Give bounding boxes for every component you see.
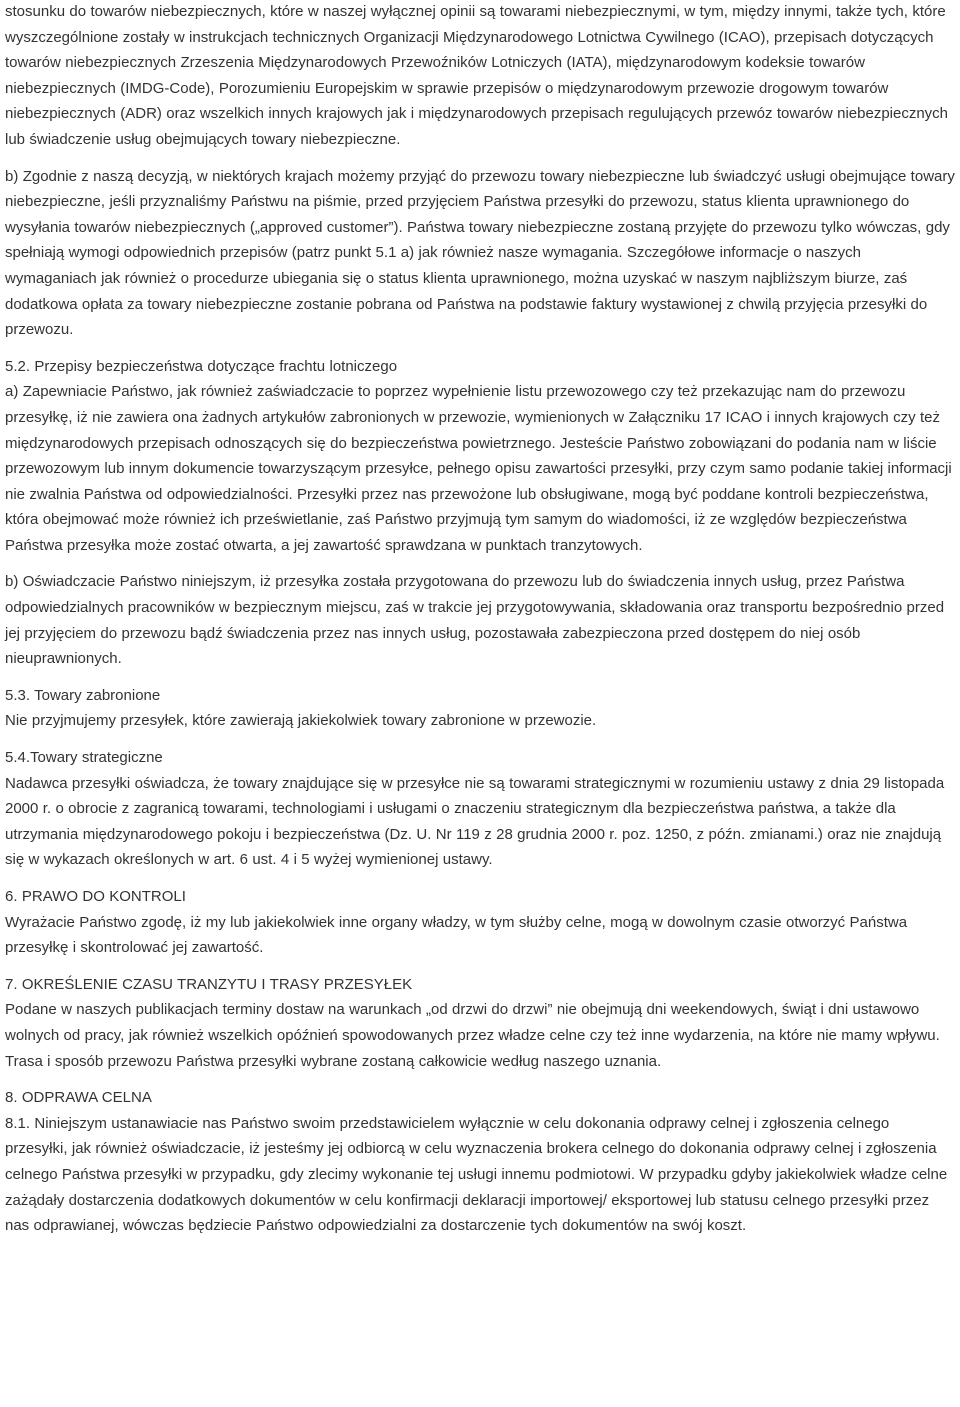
- section-5-4: [5, 745, 955, 873]
- section-heading-5-4: 5.4.Towary strategiczne: [5, 749, 163, 767]
- section-5-3: [5, 683, 955, 734]
- paragraph-security-b: b) Oświadczacie Państwo niniejszym, iż przesyłka została przygotowana do przewozu lub do świadczenia innych usług, przez Państwa odpowiedzialnych pracowników w bezpiecznym miejscu, zaś w trakcie jej przygotowywania, składowania oraz transportu bezpośrednio przed jej przyjęciem do przewozu bądź świadczenia przez nas innych usług, pozostawała zabezpieczona przed dostępem do niej osób nieuprawnionych.: [5, 573, 945, 668]
- section-heading-5-2: 5.2. Przepisy bezpieczeństwa dotyczące frachtu lotniczego: [5, 357, 398, 375]
- section-8: [5, 1085, 955, 1239]
- section-heading-5-3: 5.3. Towary zabronione: [5, 686, 161, 704]
- paragraph-security-a: a) Zapewniacie Państwo, jak również zaświadczacie to poprzez wypełnienie listu przewozowego czy też przekazując nam do przewozu przesyłkę, iż nie zawiera ona żadnych artykułów zabronionych w przewozie, wymienionych w Załączniku 17 ICAO i innych krajowych czy też międzynarodowych przepisach odnoszących się do bezpieczeństwa powietrznego. Jesteście Państwo zobowiązani do podania nam w liście przewozowym lub innym dokumencie towarzyszącym przesyłce, pełnego opisu zawartości przesyłki, przy czym samo podanie takiej informacji nie zwalnia Państwa od odpowiedzialności. Przesyłki przez nas przewożone lub obsługiwane, mogą być poddane kontroli bezpieczeństwa, która obejmować może również ich prześwietlanie, zaś Państwo przyjmują tym samym do wiadomości, iż ze względów bezpieczeństwa Państwa przesyłka może zostać otwarta, a jej zawartość sprawdzana w punktach tranzytowych.: [5, 383, 952, 554]
- section-7: [5, 972, 955, 1074]
- paragraph-prohibited-goods: Nie przyjmujemy przesyłek, które zawierają jakiekolwiek towary zabronione w przewozie.: [5, 712, 597, 730]
- paragraph-approved-customer: b) Zgodnie z naszą decyzją, w niektórych krajach możemy przyjąć do przewozu towary niebezpieczne lub świadczyć usługi obejmujące towary niebezpieczne, jeśli przyznaliśmy Państwu na piśmie, przed przyjęciem Państwa przesyłki do przewozu, status klienta uprawnionego do wysyłania towarów niebezpiecznych („approved customer”). Państwa towary niebezpieczne zostaną przyjęte do przewozu tylko wówczas, gdy spełniają wymogi odpowiednich przepisów (patrz punkt 5.1 a) jak również nasze wymagania. Szczegółowe informacje o naszych wymaganiach jak również o procedurze ubiegania się o status klienta uprawnionego, można uzyskać w naszym najbliższym biurze, zaś dodatkowa opłata za towary niebezpieczne zostanie pobrana od Państwa na podstawie faktury wystawionej z chwilą przyjęcia przesyłki do przewozu.: [5, 167, 955, 339]
- section-heading-8: 8. ODPRAWA CELNA: [5, 1089, 152, 1107]
- paragraph-transit-time: Podane w naszych publikacjach terminy dostaw na warunkach „od drzwi do drzwi” nie obejmują dni weekendowych, świąt i dni ustawowo wolnych od pracy, jak również wszelkich opóźnień spowodowanych przez władze celne czy też inne wydarzenia, na które nie mamy wpływu. Trasa i sposób przewozu Państwa przesyłki wybrane zostaną całkowicie według naszego uznania.: [5, 1001, 940, 1070]
- section-heading-6: 6. PRAWO DO KONTROLI: [5, 888, 186, 905]
- paragraph-customs-8-1: 8.1. Niniejszym ustanawiacie nas Państwo swoim przedstawicielem wyłącznie w celu dokonania odprawy celnej i zgłoszenia celnego przesyłki, jak również oświadczacie, iż jesteśmy jej odbiorcą w celu wyznaczenia brokera celnego do dokonania odprawy celnej i zgłoszenia celnego Państwa przesyłki w przypadku, gdy zlecimy wykonanie tej usługi innemu podmiotowi. W przypadku gdyby jakiekolwiek władze celne zażądały dostarczenia dodatkowych dokumentów w celu konfirmacji deklaracji importowej/ eksportowej lub statusu celnego przesyłki przez nas odprawianej, wówczas będziecie Państwo odpowiedzialni za dostarczenie tych dokumentów na swój koszt.: [5, 1114, 948, 1235]
- section-5-2: [5, 354, 955, 559]
- paragraph-strategic-goods: Nadawca przesyłki oświadcza, że towary znajdujące się w przesyłce nie są towarami strategicznymi w rozumieniu ustawy z dnia 29 listopada 2000 r. o obrocie z zagranicą towarami, technologiami i usługami o znaczeniu strategicznym dla bezpieczeństwa państwa, a także dla utrzymania międzynarodowego pokoju i bezpieczeństwa (Dz. U. Nr 119 z 28 grudnia 2000 r. poz. 1250, z późn. zmianami.) oraz nie znajdują się w wykazach określonych w art. 6 ust. 4 i 5 wyżej wymienionej ustawy.: [5, 774, 945, 869]
- paragraph-dangerous-goods-intro: stosunku do towarów niebezpiecznych, które w naszej wyłącznej opinii są towarami niebezpiecznymi, w tym, między innymi, także tych, które wyszczególnione zostały w instrukcjach technicznych Organizacji Międzynarodowego Lotnictwa Cywilnego (ICAO), przepisach dotyczących towarów niebezpiecznych Zrzeszenia Międzynarodowych Przewoźników Lotniczych (IATA), międzynarodowym kodeksie towarów niebezpiecznych (IMDG-Code), Porozumieniu Europejskim w sprawie przepisów o międzynarodowym przewozie drogowym towarów niebezpiecznych (ADR) oraz wszelkich innych krajowych jak i międzynarodowych przepisach regulujących przewóz towarów niebezpiecznych lub świadczenie usług obejmujących towary niebezpieczne.: [5, 3, 949, 148]
- section-heading-7: 7. OKREŚLENIE CZASU TRANZYTU I TRASY PRZESYŁEK: [5, 975, 413, 993]
- paragraph-inspection-right: Wyrażacie Państwo zgodę, iż my lub jakiekolwiek inne organy władzy, w tym służby celne, mogą w dowolnym czasie otworzyć Państwa przesyłkę i skontrolować jej zawartość.: [5, 913, 908, 957]
- section-6: [5, 884, 955, 961]
